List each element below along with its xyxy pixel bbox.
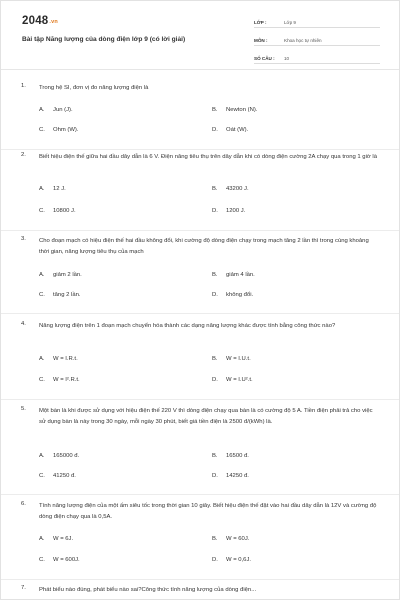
question-number: 2. — [21, 152, 26, 158]
option-d[interactable] — [212, 208, 245, 214]
page-title: Bài tập Năng lượng của dòng điện lớp 9 (có lời giải) — [22, 36, 186, 43]
question-number: 3. — [21, 236, 26, 242]
option-text: tăng 2 lần. — [53, 292, 81, 298]
option-d[interactable] — [212, 292, 253, 298]
meta-value: Lớp 9 — [284, 20, 296, 25]
option-text: W = I.R.t. — [53, 356, 78, 362]
option-d[interactable] — [212, 127, 248, 133]
site-logo[interactable] — [22, 15, 58, 27]
option-letter: D. — [212, 557, 218, 563]
option-b[interactable] — [212, 107, 257, 113]
question-number: 7. — [21, 585, 26, 591]
option-d[interactable] — [212, 557, 251, 563]
option-letter: A. — [39, 186, 45, 192]
meta-row-subject — [254, 31, 380, 46]
option-text: Oát (W). — [226, 127, 249, 133]
divider — [1, 313, 399, 314]
option-text: Jun (J). — [53, 107, 73, 113]
divider — [1, 399, 399, 400]
option-letter: A. — [39, 272, 45, 278]
option-text: 10800 J. — [53, 208, 76, 214]
option-text: W = 60J. — [226, 536, 250, 542]
logo-text: 2048 — [22, 15, 49, 27]
option-letter: C. — [39, 557, 45, 563]
question-number: 5. — [21, 406, 26, 412]
question-number: 6. — [21, 501, 26, 507]
option-text: 1200 J. — [226, 208, 246, 214]
option-letter: C. — [39, 377, 45, 383]
question-number: 1. — [21, 83, 26, 89]
option-text: W = I.U².t. — [226, 377, 253, 383]
option-text: Ohm (W). — [53, 127, 79, 133]
option-a[interactable] — [39, 272, 82, 278]
option-c[interactable] — [39, 208, 76, 214]
question-text: Một bàn là khi được sử dụng với hiệu điện thế 220 V thì dòng điện chạy qua bàn là có cường độ 5 A. Tiền điện phải trả cho việc sử dụng bàn là này trong 30 ngày, mỗi ngày 30 phút, biết giá tiền điện là 2500 đ/(kWh) là. — [39, 408, 373, 425]
option-letter: B. — [212, 536, 218, 542]
option-d[interactable] — [212, 377, 253, 383]
option-c[interactable] — [39, 127, 79, 133]
option-b[interactable] — [212, 536, 249, 542]
option-a[interactable] — [39, 356, 78, 362]
option-letter: B. — [212, 453, 218, 459]
meta-label: SỐ CÂU : — [254, 56, 275, 61]
option-text: 43200 J. — [226, 186, 249, 192]
divider — [1, 230, 399, 231]
option-text: giảm 4 lần. — [226, 272, 255, 278]
meta-label: MÔN : — [254, 38, 268, 43]
option-letter: A. — [39, 453, 45, 459]
meta-panel — [254, 13, 380, 67]
question-text: Năng lượng điện trên 1 đoạn mạch chuyển hóa thành các dạng năng lượng khác được tính bằng công thức nào? — [39, 323, 336, 329]
option-letter: C. — [39, 127, 45, 133]
option-c[interactable] — [39, 473, 76, 479]
option-text: 14250 đ. — [226, 473, 249, 479]
option-c[interactable] — [39, 377, 80, 383]
option-letter: A. — [39, 107, 45, 113]
option-text: W = I².R.t. — [53, 377, 80, 383]
option-text: 12 J. — [53, 186, 66, 192]
option-letter: C. — [39, 208, 45, 214]
meta-row-class — [254, 13, 380, 28]
option-c[interactable] — [39, 292, 81, 298]
option-b[interactable] — [212, 272, 255, 278]
option-a[interactable] — [39, 107, 73, 113]
option-text: W = I.U.t. — [226, 356, 251, 362]
option-letter: C. — [39, 292, 45, 298]
option-letter: C. — [39, 473, 45, 479]
option-letter: B. — [212, 356, 218, 362]
meta-label: LỚP : — [254, 20, 267, 25]
option-b[interactable] — [212, 453, 249, 459]
meta-value: 10 — [284, 56, 290, 61]
option-a[interactable] — [39, 186, 66, 192]
option-letter: B. — [212, 272, 218, 278]
option-a[interactable] — [39, 536, 73, 542]
option-text: giảm 2 lần. — [53, 272, 82, 278]
meta-value: Khoa học tự nhiên — [284, 38, 322, 43]
question-text: Tính năng lượng điện của một ấm siêu tốc trong thời gian 10 giây. Biết hiệu điện thế đặt vào hai đầu dây dẫn là 12V và cường độ dòng điện chạy qua là 0,5A. — [39, 503, 377, 520]
option-text: không đổi. — [226, 292, 254, 298]
option-letter: B. — [212, 107, 218, 113]
option-letter: D. — [212, 292, 218, 298]
option-b[interactable] — [212, 356, 251, 362]
option-text: W = 0,6J. — [226, 557, 252, 563]
question-text: Phát biểu nào đúng, phát biểu nào sai?Công thức tính năng lượng của dòng điện... — [39, 587, 257, 593]
option-a[interactable] — [39, 453, 79, 459]
option-letter: B. — [212, 186, 218, 192]
option-c[interactable] — [39, 557, 80, 563]
option-letter: A. — [39, 536, 45, 542]
option-text: Newton (N). — [226, 107, 258, 113]
option-text: 16500 đ. — [226, 453, 249, 459]
option-text: W = 600J. — [53, 557, 80, 563]
worksheet-header — [1, 1, 399, 70]
option-letter: D. — [212, 127, 218, 133]
question-text: Trong hệ SI, đơn vị đo năng lượng điện là — [39, 85, 149, 91]
option-letter: D. — [212, 473, 218, 479]
option-b[interactable] — [212, 186, 249, 192]
divider — [1, 149, 399, 150]
meta-row-count — [254, 49, 380, 64]
divider — [1, 494, 399, 495]
divider — [1, 579, 399, 580]
option-text: W = 6J. — [53, 536, 74, 542]
question-number: 4. — [21, 321, 26, 327]
logo-suffix: .vn — [49, 19, 58, 25]
option-letter: D. — [212, 208, 218, 214]
question-text: Biết hiệu điện thế giữa hai đầu dây dẫn là 6 V. Điện năng tiêu thụ trên dây dẫn khi có dòng điện cường 2A chạy qua trong 1 giờ là — [39, 154, 377, 160]
option-letter: A. — [39, 356, 45, 362]
option-text: 41250 đ. — [53, 473, 76, 479]
option-text: 165000 đ. — [53, 453, 80, 459]
question-text: Cho đoạn mạch có hiệu điện thế hai đầu không đổi, khi cường độ dòng điện chạy trong mạch tăng 2 lần thì trong cùng khoảng thời gian, năng lượng tiêu thụ của mạch — [39, 238, 369, 255]
option-letter: D. — [212, 377, 218, 383]
option-d[interactable] — [212, 473, 249, 479]
